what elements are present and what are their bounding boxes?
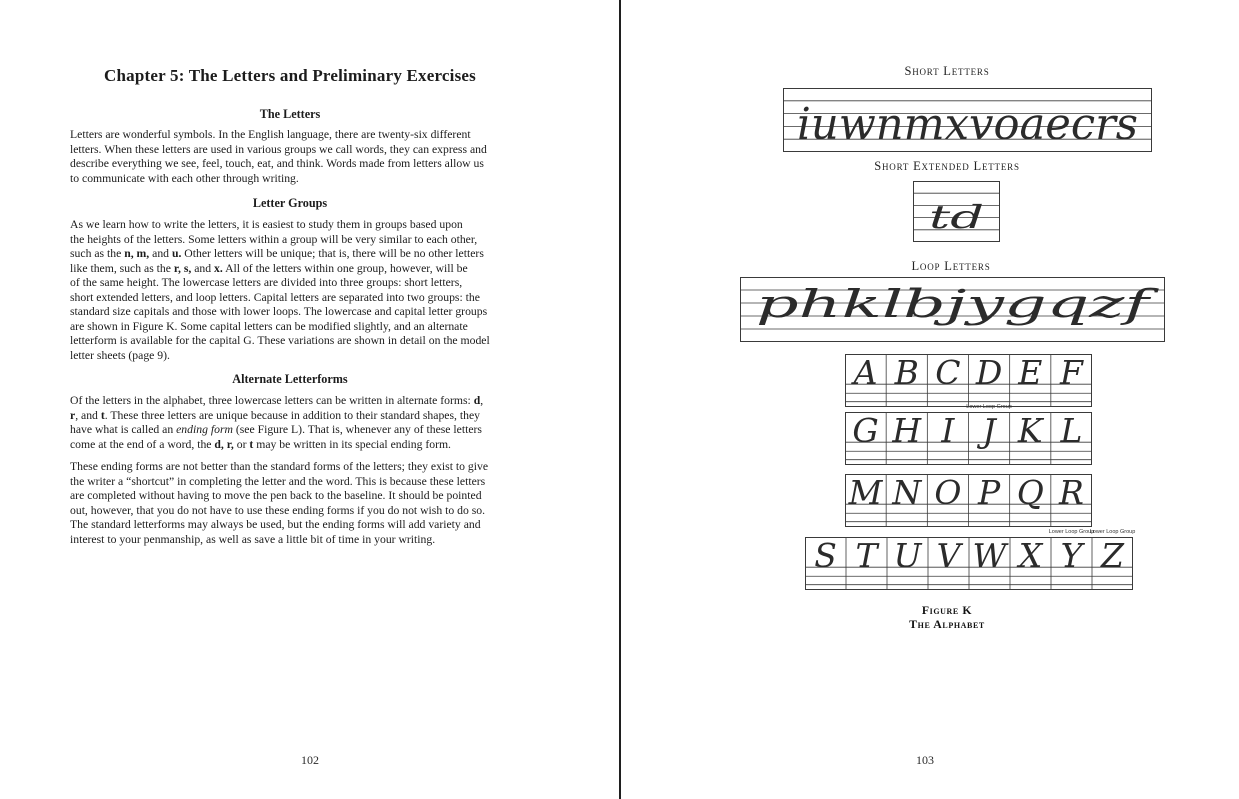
chapter-title: Chapter 5: The Letters and Preliminary Exercises [104, 66, 476, 85]
capital-letter-I: I [941, 412, 955, 451]
capital-letter-S: S [814, 537, 837, 576]
capital-letter-R: R [1058, 474, 1084, 513]
capital-letter-B: B [894, 354, 919, 393]
page-number-left: 102 [301, 753, 319, 767]
capital-letter-F: F [1059, 354, 1083, 393]
paragraph-alternate-letterforms-2: These ending forms are not better than the standard forms of the letters; they exist to give the writer a “shortcut” in completing the letter and the word. This is because these letters are completed without having to move the pen back to the baseline. It should be pointed out, however, that you do not have to use these ending forms if you do not wish to do so. The standard letterforms may always be used, but the ending forms will add variety and interest to your penmanship, as well as save a little bit of time in your writing. [70, 460, 489, 546]
capital-letter-Y: Y [1060, 537, 1083, 576]
figure-caption-line2: The Alphabet [909, 616, 985, 631]
heading-short-letters: Short Letters [904, 64, 990, 78]
capital-letter-T: T [855, 537, 878, 576]
alphabet-row-3 [845, 474, 1092, 527]
capital-letter-A: A [853, 354, 878, 393]
heading-loop-letters: Loop Letters [911, 259, 991, 273]
capital-letter-M: M [848, 474, 883, 513]
svg-text:iuwnmxvoaecrs: iuwnmxvoaecrs [797, 99, 1138, 150]
capital-letter-Z: Z [1101, 537, 1124, 576]
paragraph-the-letters: Letters are wonderful symbols. In the English language, there are twenty-six different letters. When these letters are used in various groups we call words, they can express and describe everything we see, feel, touch, eat, and think. Words made from letters allow us to communicate with each other through writing. [70, 128, 487, 185]
capital-letter-C: C [935, 354, 961, 393]
paragraph-letter-groups: As we learn how to write the letters, it is easiest to study them in groups based upon the heights of the letters. Some letters within a group will be very similar to each other, such as the n, m, and u. Other letters will be unique; that is, there will be no other letters like them, such as the r, s, and x. All of the letters within one group, however, will be of the same height. The lowercase letters are divided into three groups: short letters, short extended letters, and loop letters. Capital letters are separated into two groups: the standard size capitals and those with lower loops. The lowercase and capital letter groups are shown in Figure K. Some capital letters can be modified slightly, and an alternate letterform is available for the capital G. These variations are shown in detail on the model letter sheets (page 9). [70, 218, 490, 362]
lower-loop-group-label: Lower Loop Group [966, 404, 1012, 410]
capital-letter-O: O [934, 474, 962, 513]
figure-loop-letters [740, 277, 1165, 342]
capital-letter-N: N [892, 474, 922, 513]
heading-short-extended-letters: Short Extended Letters [874, 159, 1020, 173]
page-left [0, 0, 619, 799]
capital-letter-G: G [852, 412, 879, 451]
capital-letter-E: E [1018, 354, 1043, 393]
lower-loop-group-label: Lower Loop Group [1048, 529, 1095, 535]
svg-text:td: td [929, 198, 984, 236]
section-heading-letter-groups: Letter Groups [252, 196, 328, 210]
page-right [621, 0, 1239, 799]
section-heading-alternate-letterforms: Alternate Letterforms [232, 372, 348, 386]
figure-caption-line1: Figure K [921, 603, 973, 617]
paragraph-alternate-letterforms-1: Of the letters in the alphabet, three lowercase letters can be written in alternate forms: d, r, and t. These three letters are unique because in addition to their standard shapes, they have what is called an ending form (see Figure L). That is, whenever any of these letters come at the end of a word, the d, r, or t may be written in its special ending form. [70, 394, 484, 451]
capital-letter-J: J [982, 412, 996, 451]
figure-caption [747, 604, 1147, 631]
capital-letter-X: X [1018, 537, 1043, 576]
figure-short-letters [783, 88, 1152, 152]
section-heading-the-letters: The Letters [259, 107, 321, 121]
capital-letter-K: K [1017, 412, 1043, 451]
capital-letter-W: W [972, 537, 1007, 576]
figure-short-extended-letters [913, 181, 1000, 242]
capital-letter-L: L [1060, 412, 1083, 451]
alphabet-row-4 [805, 537, 1133, 590]
capital-letter-V: V [936, 537, 961, 576]
alphabet-row-1 [845, 354, 1092, 407]
lower-loop-group-label: Lower Loop Group [1089, 529, 1136, 535]
capital-letter-Q: Q [1016, 474, 1044, 513]
capital-letter-H: H [892, 412, 922, 451]
capital-letter-P: P [977, 474, 1001, 513]
svg-text:phklbjygqzf: phklbjygqzf [756, 282, 1160, 326]
page-number-right: 103 [916, 753, 934, 767]
capital-letter-U: U [893, 537, 922, 576]
alphabet-row-2 [845, 412, 1092, 465]
capital-letter-D: D [975, 354, 1003, 393]
